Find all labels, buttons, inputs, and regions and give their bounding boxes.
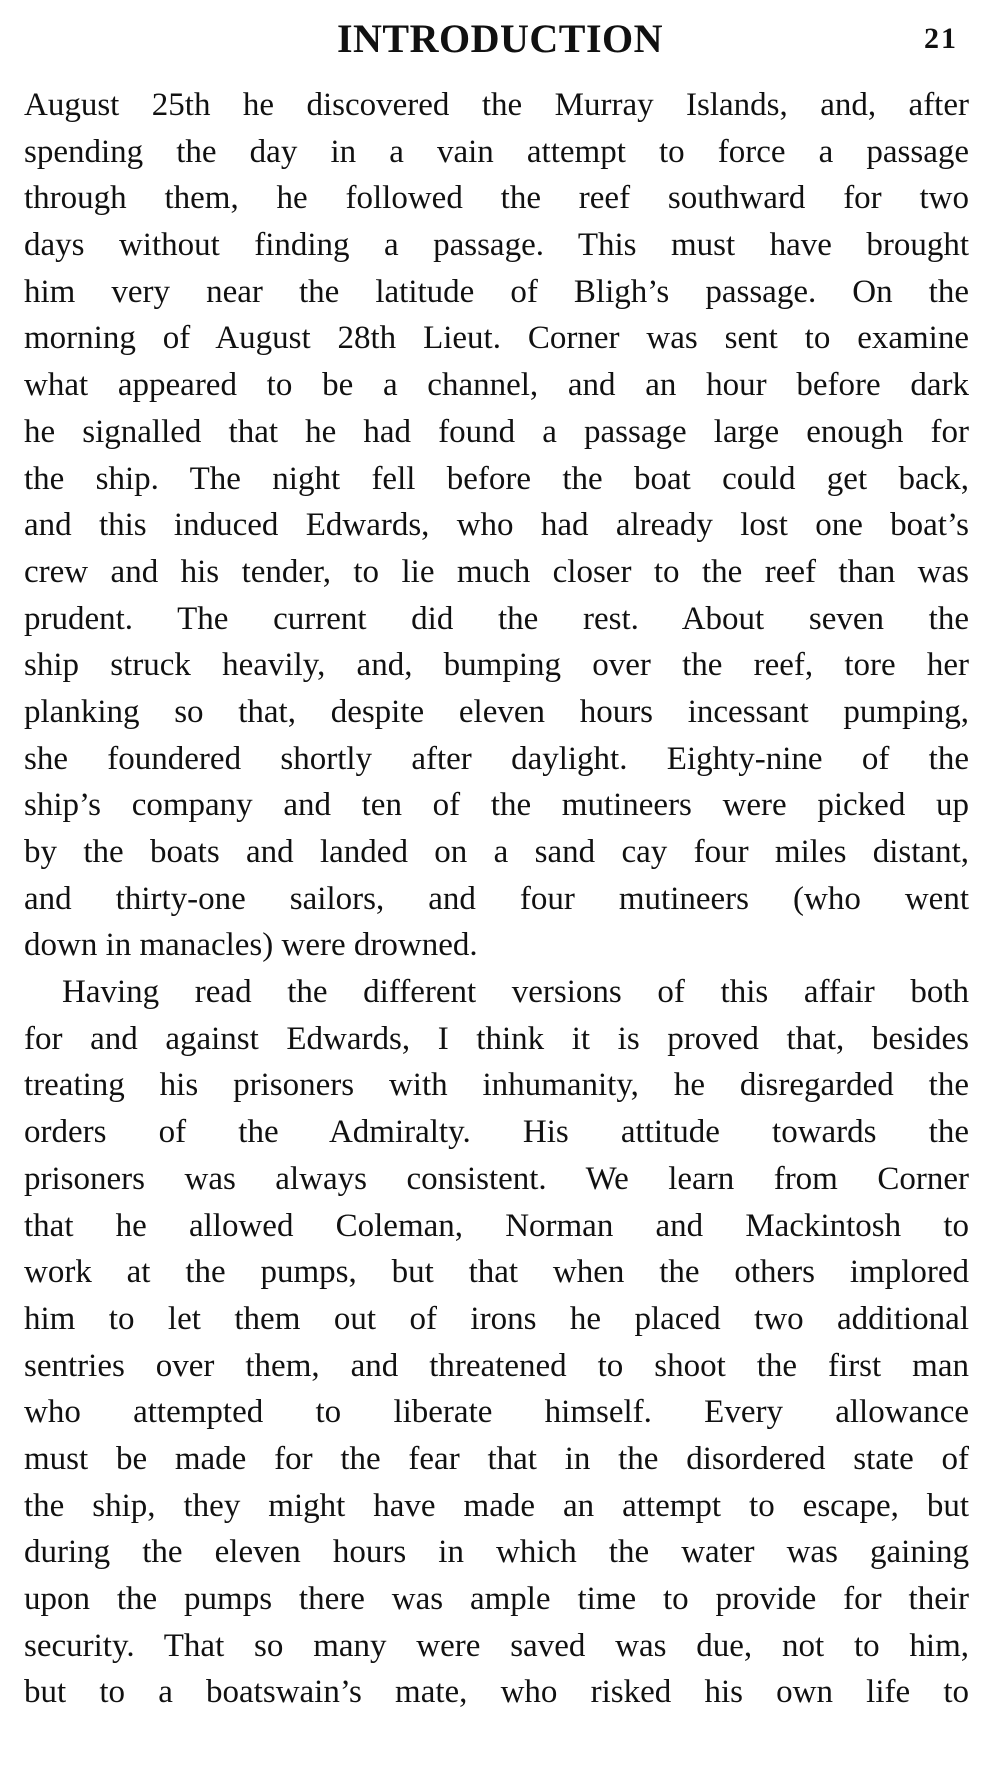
text-line: the ship. The night fell before the boat could get back, [24,460,969,497]
text-line: prisoners was always consistent. We learn from Corner [24,1160,969,1197]
page-number: 21 [924,22,958,55]
text-line: ship struck heavily, and, bumping over the reef, tore her [24,647,969,684]
text-line: ship’s company and ten of the mutineers were picked up [24,787,969,824]
text-line: him to let them out of irons he placed two additional [24,1300,969,1337]
text-line: treating his prisoners with inhumanity, he disregarded the [24,1067,969,1104]
text-line: morning of August 28th Lieut. Corner was sent to examine [24,320,969,357]
text-line: and thirty-one sailors, and four mutineers (who went [24,880,969,917]
text-line: through them, he followed the reef southward for two [24,180,969,217]
running-head [0,14,1000,64]
text-line: crew and his tender, to lie much closer to the reef than was [24,553,969,590]
text-line: she foundered shortly after daylight. Eighty-nine of the [24,740,969,777]
text-line: days without finding a passage. This must have brought [24,227,969,264]
text-line: prudent. The current did the rest. About seven the [24,600,969,637]
text-line: Having read the different versions of this affair both [62,974,969,1011]
text-line: who attempted to liberate himself. Every allowance [24,1394,969,1431]
text-line: he signalled that he had found a passage large enough for [24,413,969,450]
text-line: the ship, they might have made an attempt to escape, but [24,1487,969,1524]
text-line: security. That so many were saved was due, not to him, [24,1627,969,1664]
text-line: down in manacles) were drowned. [24,927,478,964]
text-line: spending the day in a vain attempt to force a passage [24,133,969,170]
text-line: upon the pumps there was ample time to provide for their [24,1581,969,1617]
text-line: sentries over them, and threatened to shoot the first man [24,1347,969,1384]
paragraph [24,82,969,969]
paragraph [24,969,969,1716]
text-line: by the boats and landed on a sand cay four miles distant, [24,834,969,870]
text-line: work at the pumps, but that when the others implored [24,1254,969,1291]
chapter-title: INTRODUCTION [336,16,664,61]
text-line: what appeared to be a channel, and an hour before dark [24,367,969,404]
text-line: and this induced Edwards, who had already lost one boat’s [24,507,969,544]
text-line: for and against Edwards, I think it is proved that, besides [24,1020,969,1057]
text-line: planking so that, despite eleven hours incessant pumping, [24,693,969,730]
text-line: during the eleven hours in which the water was gaining [24,1534,969,1571]
text-line: August 25th he discovered the Murray Islands, and, after [24,87,969,123]
text-line: orders of the Admiralty. His attitude towards the [24,1114,969,1151]
text-line: that he allowed Coleman, Norman and Mackintosh to [24,1207,969,1244]
text-line: him very near the latitude of Bligh’s passage. On the [24,273,969,310]
body-text [24,82,969,1716]
text-line: must be made for the fear that in the disordered state of [24,1440,969,1477]
text-line: but to a boatswain’s mate, who risked his own life to [24,1674,969,1711]
